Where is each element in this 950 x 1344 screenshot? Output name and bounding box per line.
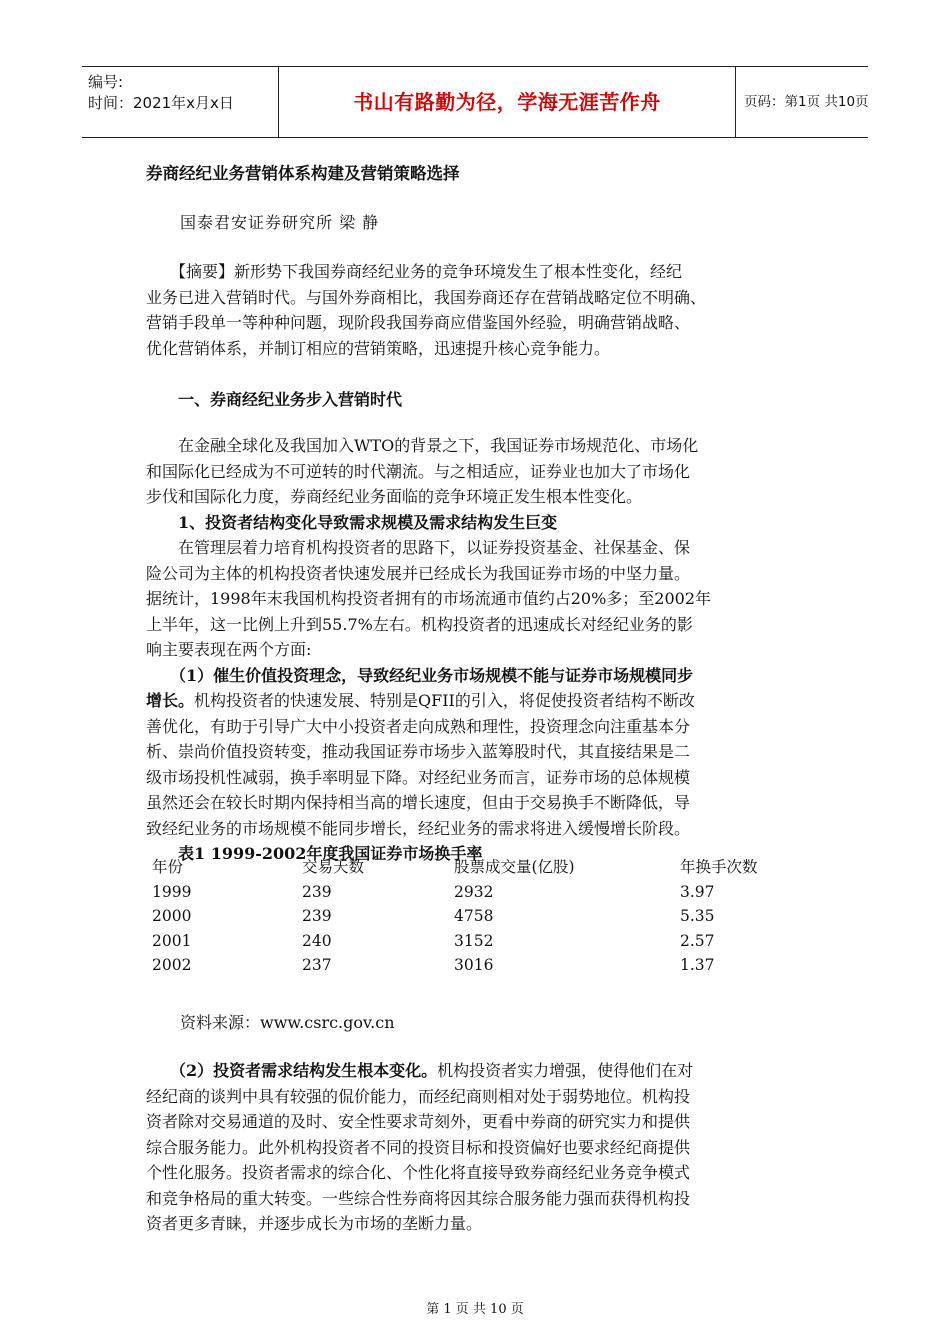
paragraph-line: 虽然还会在较长时期内保持相当高的增长速度，但由于交易换手不断降低，导 [146,793,691,812]
paragraph-line: 致经纪业务的市场规模不能同步增长，经纪业务的需求将进入缓慢增长阶段。 [146,818,691,838]
header-meta [82,67,278,137]
paragraph-line: 和国际化已经成为不可逆转的时代潮流。与之相适应，证券业也加大了市场化 [146,461,691,481]
document-title: 券商经纪业务营销体系构建及营销策略选择 [146,164,460,183]
point2-heading: （2）投资者需求结构发生根本变化。 [146,1061,438,1080]
table-cell: 2000 [152,907,192,925]
paragraph-line: 险公司为主体的机构投资者快速发展并已经成长为我国证券市场的中坚力量。 [146,563,691,583]
paragraph-line: 步伐和国际化力度，券商经纪业务面临的竞争环境正发生根本性变化。 [146,487,643,506]
table-header-cell: 股票成交量(亿股) [454,858,575,876]
header-motto: 书山有路勤为径，学海无涯苦作舟 [278,67,736,137]
page-header [82,66,868,138]
paragraph-line: 据统计，1998年末我国机构投资者拥有的市场流通市值约占20%多；至2002年 [146,589,712,608]
table-cell: 1999 [152,882,192,901]
table-cell: 239 [302,907,332,925]
document-author: 国泰君安证券研究所 梁 静 [180,213,380,232]
point1-heading-line: （1）催生价值投资理念，导致经纪业务市场规模不能与证券市场规模同步 [146,665,694,685]
paragraph-line: 资者更多青睐，并逐步成长为市场的垄断力量。 [146,1214,483,1233]
paragraph-line: 和竞争格局的重大转变。一些综合性券商将因其综合服务能力强而获得机构投 [146,1188,691,1208]
table-cell: 237 [302,956,332,974]
table-header-cell: 年份 [152,858,184,876]
table-cell: 2001 [152,931,192,950]
paragraph-line: 综合服务能力。此外机构投资者不同的投资目标和投资偏好也要求经纪商提供 [146,1137,691,1157]
subsection-heading-1: 1、投资者结构变化导致需求规模及需求结构发生巨变 [146,512,558,532]
table-cell: 239 [302,882,332,901]
table-title: 表1 1999-2002年度我国证券市场换手率 [146,844,483,863]
table-cell: 3152 [454,931,494,950]
table-cell: 3.97 [680,882,715,901]
abstract-line: 【摘要】新形势下我国券商经纪业务的竞争环境发生了根本性变化，经纪 [146,262,683,281]
paragraph-line: 在金融全球化及我国加入WTO的背景之下，我国证券市场规范化、市场化 [146,436,699,455]
point2-line-1 [146,1058,816,1084]
page-footer: 第 1 页 共 10 页 [426,1302,524,1317]
paragraph-line: 析、崇尚价值投资转变，推动我国证券市场步入蓝筹股时代，其直接结果是二 [146,742,691,761]
table-source: 资料来源：www.csrc.gov.cn [180,1013,395,1032]
abstract-paragraph [146,259,816,361]
table-cell: 2932 [454,882,494,901]
header-time-label: 时间：2021年x月x日 [88,94,234,112]
table-cell: 2002 [152,956,192,974]
paragraph-line: 经纪商的谈判中具有较强的侃价能力，而经纪商则相对处于弱势地位。机构投 [146,1086,691,1106]
table-cell: 4758 [454,907,494,925]
table-cell: 5.35 [680,907,715,925]
point2-paragraph [146,1058,816,1237]
point1-text: 机构投资者的快速发展、特别是QFII的引入，将促使投资者结构不断改 [194,691,695,710]
abstract-line: 优化营销体系，并制订相应的营销策略，迅速提升核心竞争能力。 [146,338,611,358]
paragraph-line: 上半年，这一比例上升到55.7%左右。机构投资者的迅速成长对经纪业务的影 [146,614,693,634]
point2-text: 机构投资者实力增强，使得他们在对 [437,1061,694,1080]
section1-intro-paragraph [146,433,816,867]
point1-line-2 [146,688,816,714]
header-page-info: 页码：第1页 共10页 [744,94,869,110]
table-cell: 3016 [454,956,494,974]
paragraph-line: 在管理层着力培育机构投资者的思路下，以证券投资基金、社保基金、保 [146,538,691,557]
header-number-label: 编号: [88,73,124,91]
paragraph-line: 响主要表现在两个方面: [146,640,312,659]
paragraph-line: 级市场投机性减弱，换手率明显下降。对经纪业务而言，证券市场的总体规模 [146,767,691,787]
abstract-line: 业务已进入营销时代。与国外券商相比，我国券商还存在营销战略定位不明确、 [146,287,707,307]
section-heading-1: 一、券商经纪业务步入营销时代 [146,390,403,409]
paragraph-line: 个性化服务。投资者需求的综合化、个性化将直接导致券商经纪业务竞争模式 [146,1163,691,1182]
table-header-cell: 交易天数 [302,858,365,876]
paragraph-line: 善优化，有助于引导广大中小投资者走向成熟和理性，投资理念向注重基本分 [146,716,691,736]
table-cell: 2.57 [680,931,715,950]
point1-heading-end: 增长。 [146,691,195,710]
paragraph-line: 资者除对交易通道的及时、安全性要求苛刻外，更看中券商的研究实力和提供 [146,1112,691,1131]
table-header-cell: 年换手次数 [680,858,758,876]
table-cell: 1.37 [680,956,715,974]
table-cell: 240 [302,931,332,950]
abstract-line: 营销手段单一等种种问题，现阶段我国券商应借鉴国外经验，明确营销战略、 [146,313,691,332]
